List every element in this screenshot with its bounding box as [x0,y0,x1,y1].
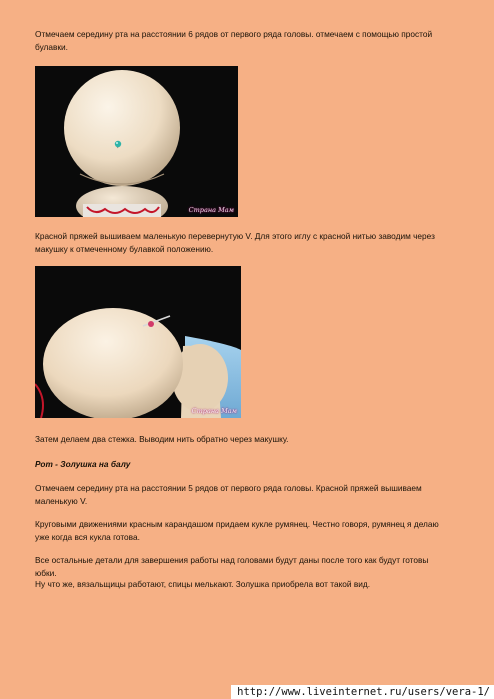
pin-head-icon [115,141,121,147]
paragraph-blush: Круговыми движениями красным карандашом придаем кукле румянец. Честно говоря, румянец я делаю уже когда вся кукла готова. [35,519,439,542]
doll-head-with-needle-image [35,266,241,418]
paragraph-mark-mouth-5-rows: Отмечаем середину рта на расстоянии 5 рядов от первого ряда головы. Красной пряжей вышиваем маленькую V. [35,483,422,506]
footer-source-url[interactable]: http://www.liveinternet.ru/users/vera-1/ [231,685,494,699]
watermark-logo: Страна Мам [191,407,237,415]
doll-head-with-pin-image [35,66,238,217]
paragraph-two-stitches: Затем делаем два стежка. Выводим нить обратно через макушку. [35,434,289,444]
paragraph-cinderella-look: Ну что же, вязальщицы работают, спицы мелькают. Золушка приобрела вот такой вид. [35,579,371,589]
watermark-logo: Страна Мам [188,206,234,214]
pin-head-icon [148,321,154,327]
section-heading-mouth-cinderella: Рот - Золушка на балу [35,459,131,469]
paragraph-remaining-details: Все остальные детали для завершения работы над головами будут даны после того как будут готовы юбки. [35,555,429,578]
paragraph-mark-mouth-center: Отмечаем середину рта на расстоянии 6 рядов от первого ряда головы. отмечаем с помощью простой булавки. [35,29,433,52]
photo-doll-head-with-needle [35,266,241,418]
paragraph-embroider-inverted-v: Красной пряжей вышиваем маленькую перевернутую V. Для этого иглу с красной нитью заводим через макушку к отмеченному булавкой положению. [35,231,435,254]
photo-doll-head-with-pin [35,66,238,217]
